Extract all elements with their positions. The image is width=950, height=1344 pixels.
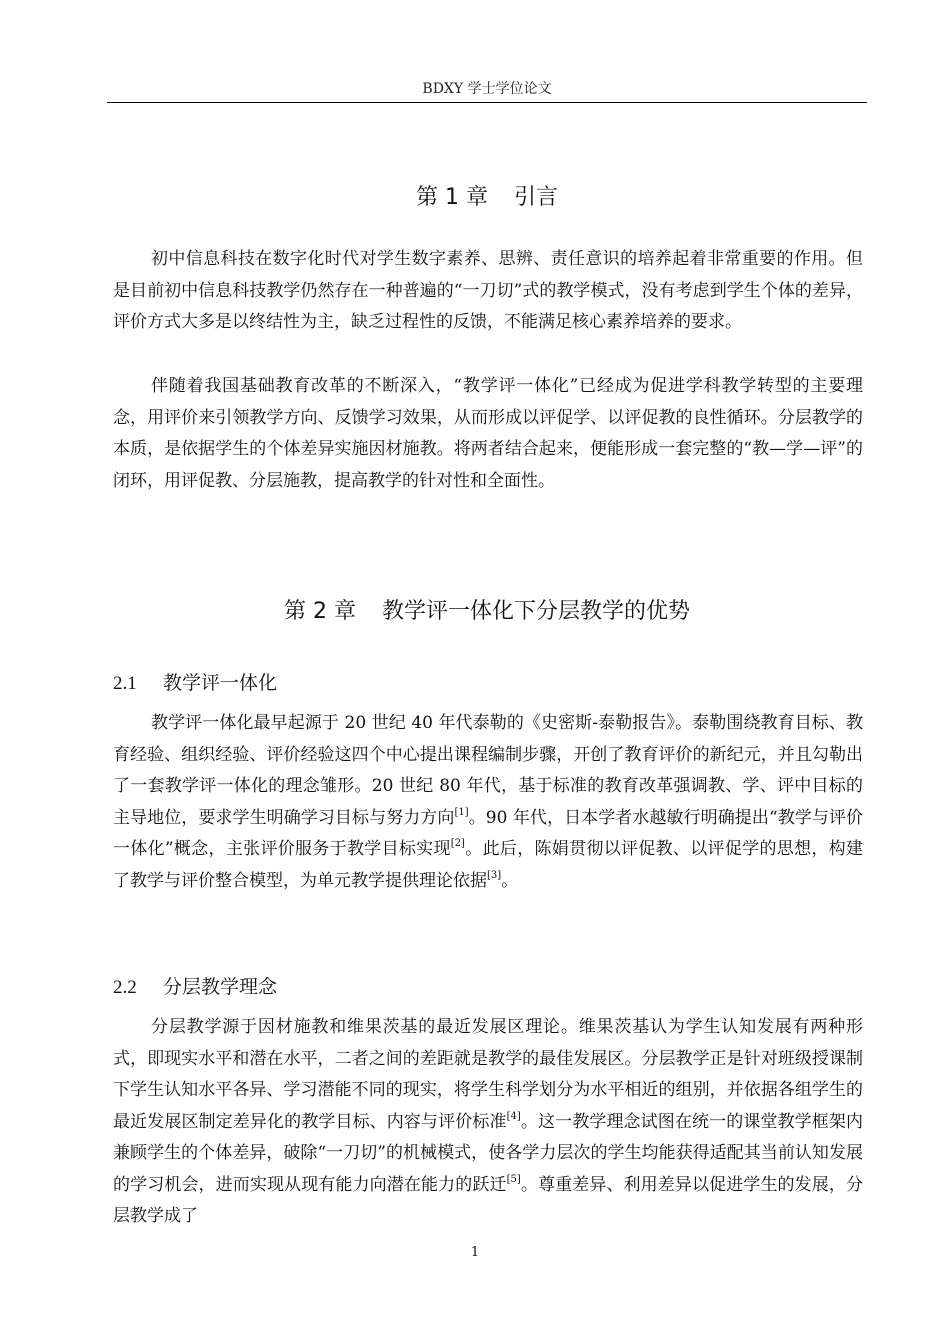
chapter-1-paragraph-1: 初中信息科技在数字化时代对学生数字素养、思辨、责任意识的培养起着非常重要的作用。但是目前初中信息科技教学仍然存在一种普遍的“一刀切”式的教学模式，没有考虑到学生个体的差异，评价方式大多是以终结性为主，缺乏过程性的反馈，不能满足核心素养培养的要求。 — [113, 249, 863, 332]
chapter-1-paragraph-2: 伴随着我国基础教育改革的不断深入，“教学评一体化”已经成为促进学科教学转型的主要理念，用评价来引领教学方向、反馈学习效果，从而形成以评促学、以评促教的良性循环。分层教学的本质，是依据学生的个体差异实施因材施教。将两者结合起来，便能形成一套完整的“教—学—评”的闭环，用评促教、分层施教，提高教学的针对性和全面性。 — [113, 376, 863, 491]
citation-1: [1] — [454, 806, 469, 818]
section-2-1-text-d: 。 — [501, 870, 519, 891]
section-2-1-text-a: 教学评一体化最早起源于 20 世纪 40 年代泰勒的《史密斯-泰勒报告》。泰勒围绕教育目标、教育经验、组织经验、评价经验这四个中心提出课程编制步骤，开创了教育评价的新纪元，并且勾勒出了一套教学评一体化的理念雏形。20 世纪 80 年代，基于标准的教育改革强调教、学、评中目标的主导地位，要求学生明确学习目标与努力方向 — [113, 713, 863, 828]
chapter-1-heading — [107, 180, 867, 211]
section-2-1-text-c: 。此后，陈娟贯彻以评促教、以评促学的思想，构建了教学与评价整合模型，为单元教学提供理论依据 — [113, 839, 863, 891]
section-2-1-number: 2.1 — [113, 673, 137, 694]
citation-5: [5] — [506, 1173, 521, 1185]
citation-2: [2] — [450, 838, 465, 849]
section-2-2-paragraph — [113, 1012, 863, 1233]
section-2-1-text-b: 。90 年代，日本学者水越敏行明确提出“教学与评价一体化”概念，主张评价服务于教学目标实现 — [113, 807, 864, 859]
citation-4: [4] — [506, 1110, 521, 1122]
citation-3: [3] — [487, 869, 502, 881]
section-2-1-paragraph — [113, 708, 863, 897]
chapter-2-number: 第 2 章 — [284, 599, 356, 624]
page-number: 1 — [470, 1245, 480, 1260]
chapter-1-number: 第 1 章 — [416, 185, 488, 210]
running-header: BDXY 学士学位论文 — [422, 81, 552, 97]
section-2-2-title: 分层教学理念 — [163, 976, 278, 998]
chapter-1-title: 引言 — [513, 185, 558, 210]
chapter-2-heading — [107, 594, 867, 625]
section-2-1-title: 教学评一体化 — [163, 672, 278, 694]
section-2-1-heading — [113, 668, 277, 695]
section-2-2-text-a: 分层教学源于因材施教和维果茨基的最近发展区理论。维果茨基认为学生认知发展有两种形式，即现实水平和潜在水平，二者之间的差距就是教学的最佳发展区。分层教学正是针对班级授课制下学生认知水平各异、学习潜能不同的现实，将学生科学划分为水平相近的组别，并依据各组学生的最近发展区制定差异化的教学目标、内容与评价标准 — [113, 1017, 863, 1132]
section-2-2-text-b: 。这一教学理念试图在统一的课堂教学框架内兼顾学生的个体差异，破除“一刀切”的机械模式，使各学力层次的学生均能获得适配其当前认知发展的学习机会，进而实现从现有能力向潜在能力的跃迁 — [113, 1111, 864, 1195]
chapter-2-title: 教学评一体化下分层教学的优势 — [381, 599, 690, 624]
section-2-2-number: 2.2 — [113, 977, 137, 998]
header-rule — [107, 102, 867, 103]
section-2-2-heading — [113, 972, 277, 999]
section-2-2-text-c: 。尊重差异、利用差异以促进学生的发展，分层教学成了 — [113, 1174, 864, 1226]
